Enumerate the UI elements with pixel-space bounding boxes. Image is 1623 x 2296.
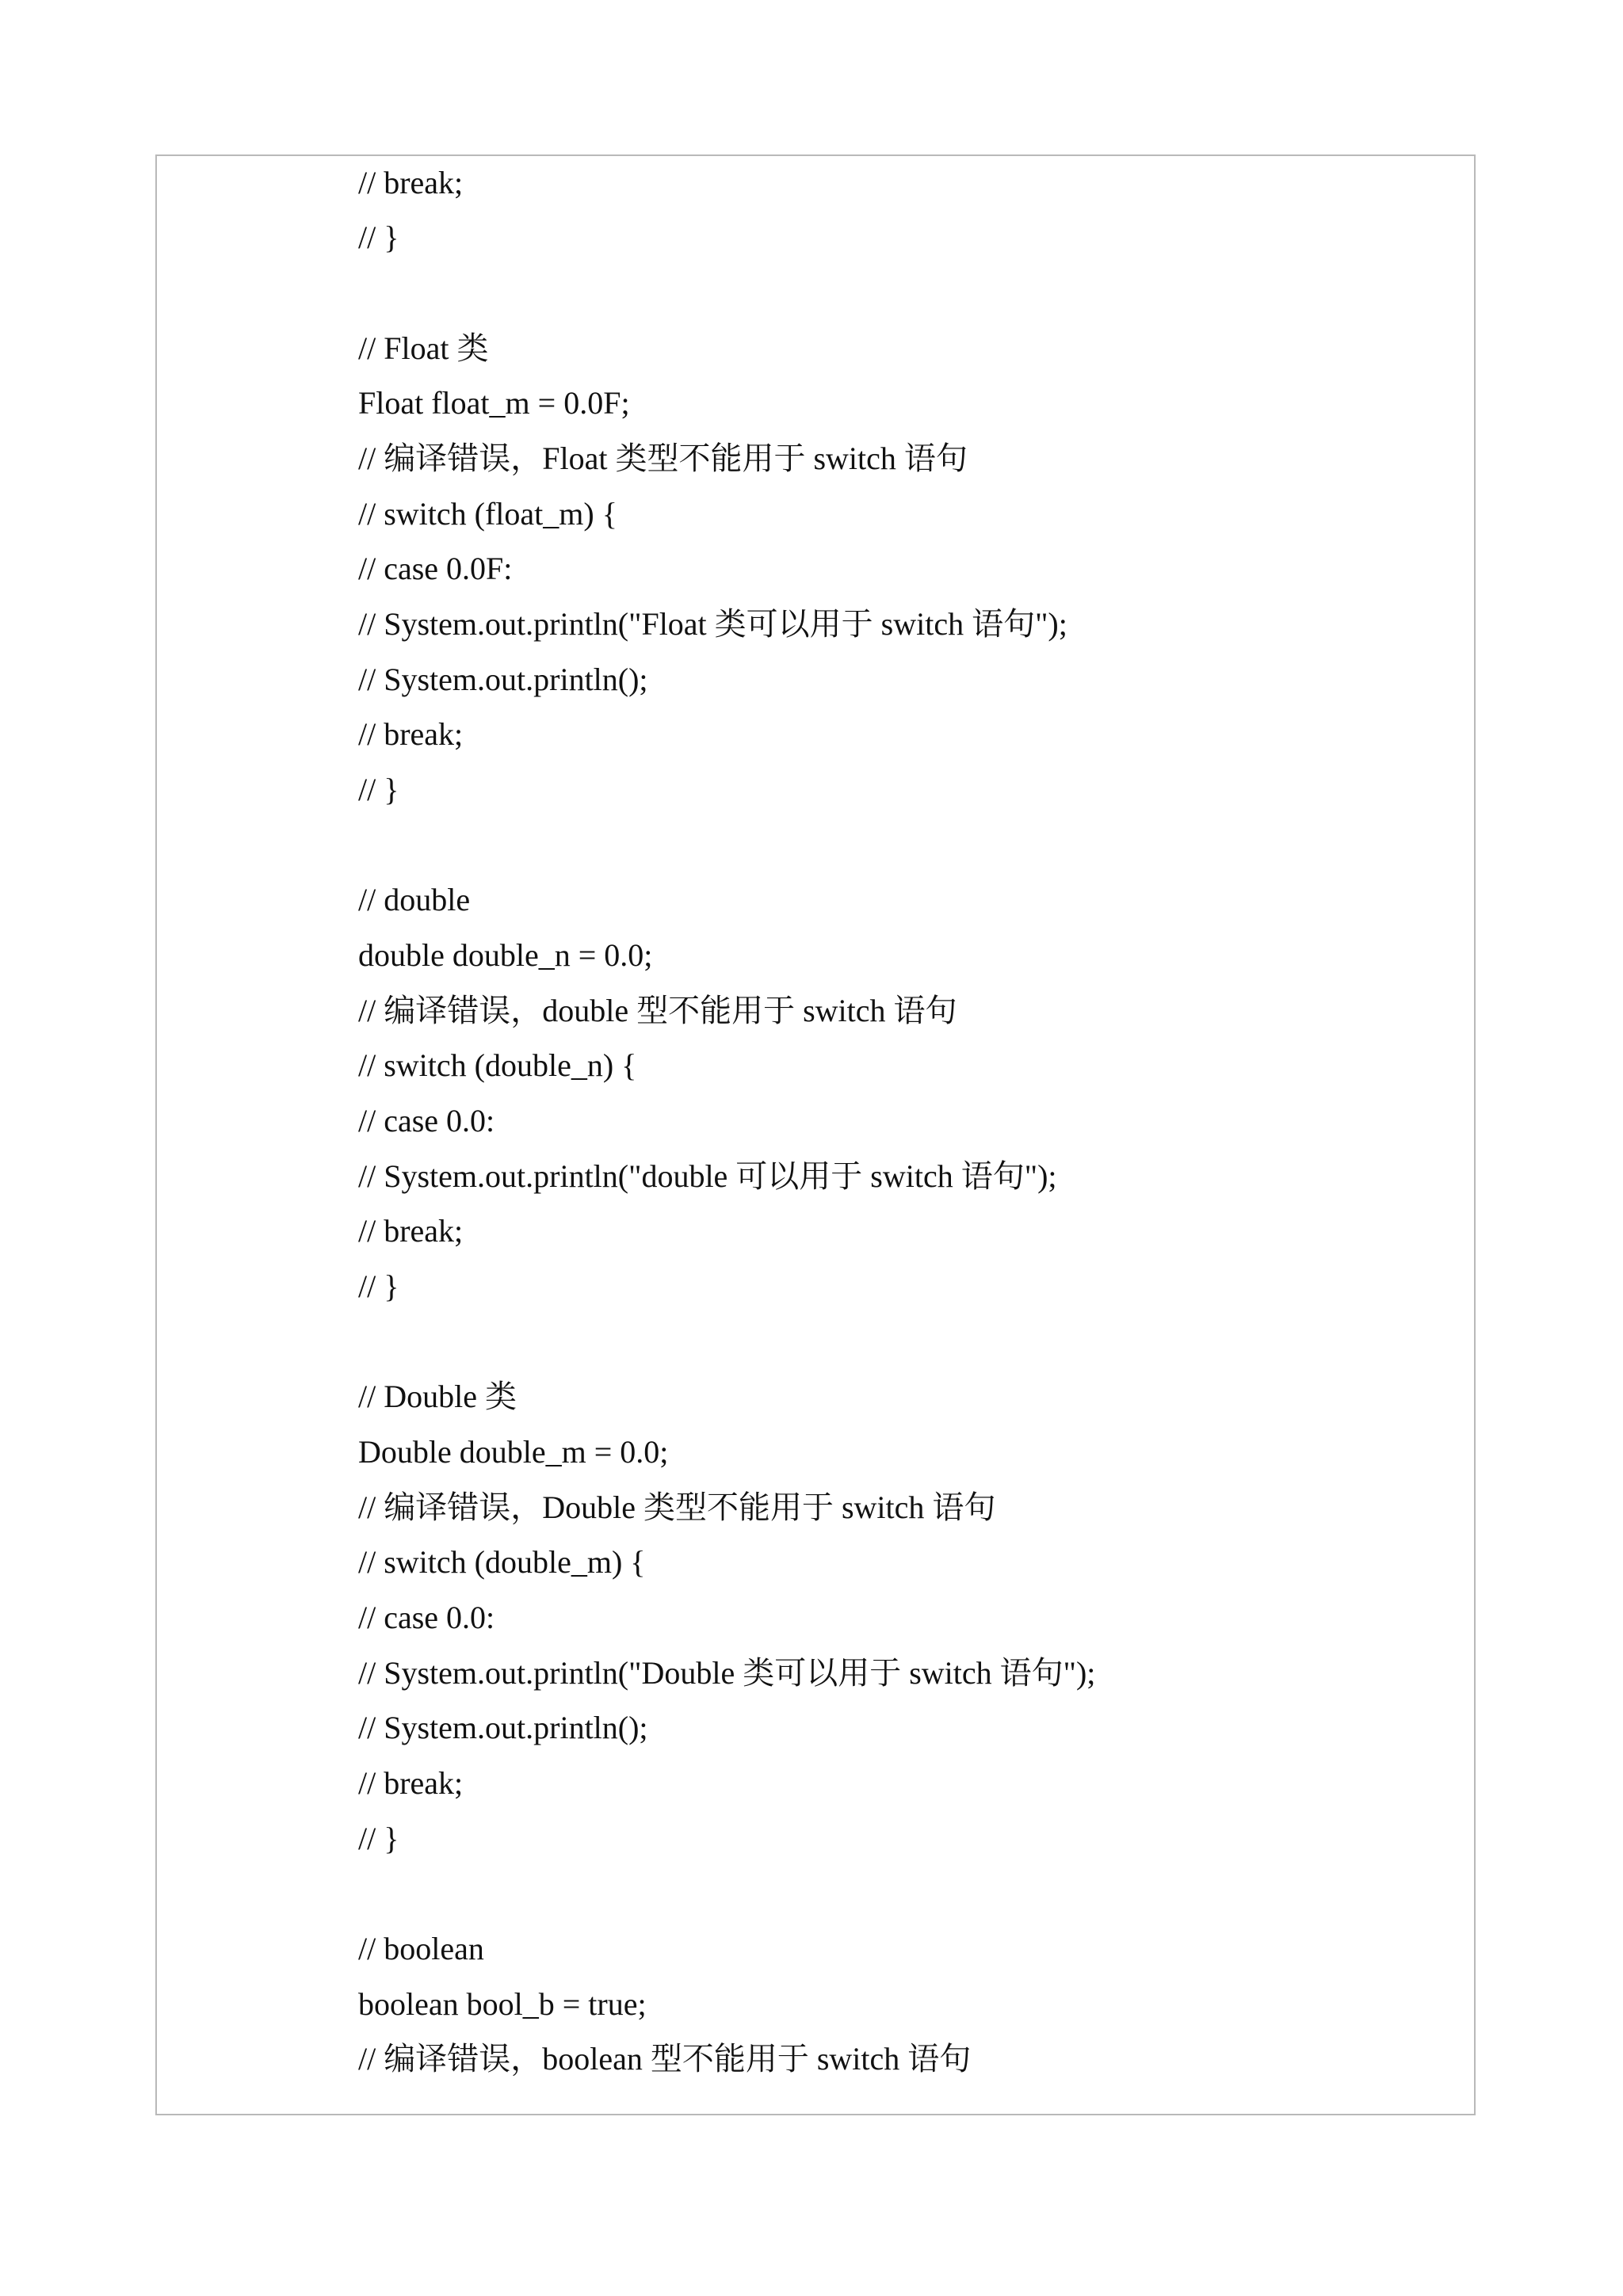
code-line: // break;: [358, 1765, 464, 1801]
code-line: boolean bool_b = true;: [358, 1986, 647, 2022]
code-line: // 编译错误，boolean 型不能用于 switch 语句: [358, 2041, 972, 2077]
code-line: // switch (float_m) {: [358, 496, 617, 532]
code-line: Double double_m = 0.0;: [358, 1434, 669, 1470]
code-line: // break;: [358, 716, 464, 752]
code-line: // System.out.println();: [358, 1710, 648, 1745]
code-line: // case 0.0:: [358, 1600, 495, 1635]
code-line: // Float 类: [358, 330, 489, 366]
code-line: // break;: [358, 165, 464, 200]
code-line: // break;: [358, 1213, 464, 1249]
code-line: // boolean: [358, 1931, 484, 1966]
code-line: // double: [358, 882, 471, 917]
code-line: // }: [358, 772, 399, 807]
code-line: // Double 类: [358, 1379, 517, 1414]
code-line: // case 0.0F:: [358, 551, 513, 586]
code-line: // }: [358, 1268, 399, 1304]
code-line: // 编译错误，double 型不能用于 switch 语句: [358, 993, 957, 1028]
code-line: double double_n = 0.0;: [358, 937, 653, 973]
code-line: // System.out.println();: [358, 662, 648, 697]
code-line: // System.out.println("double 可以用于 switch 语句");: [358, 1158, 1057, 1194]
code-line: // 编译错误，Double 类型不能用于 switch 语句: [358, 1489, 996, 1525]
code-line: // switch (double_m) {: [358, 1544, 646, 1580]
code-line: // case 0.0:: [358, 1103, 495, 1138]
code-line: // }: [358, 219, 399, 255]
code-line: // }: [358, 1821, 399, 1856]
code-line: // System.out.println("Float 类可以用于 switch 语句");: [358, 606, 1067, 642]
code-line: // System.out.println("Double 类可以用于 switch 语句");: [358, 1655, 1096, 1691]
code-line: Float float_m = 0.0F;: [358, 385, 630, 421]
code-line: // switch (double_n) {: [358, 1047, 637, 1083]
code-line: // 编译错误，Float 类型不能用于 switch 语句: [358, 441, 968, 476]
